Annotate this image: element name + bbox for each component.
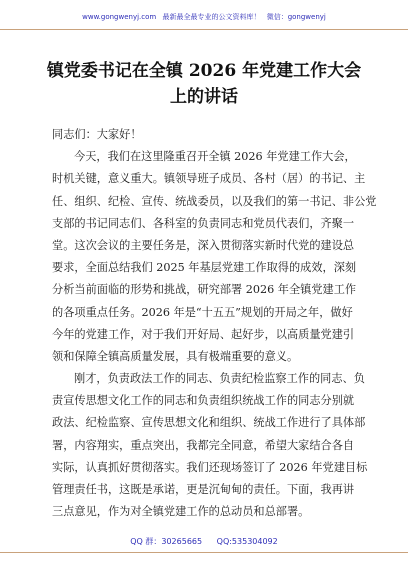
header-divider	[0, 29, 408, 30]
salutation: 同志们：大家好！	[52, 128, 142, 141]
body-line: 刚才，负责政法工作的同志、负责纪检监察工作的同志、负	[74, 372, 365, 386]
body-line: 管理责任书，这既是承诺，更是沉甸甸的责任。下面，我再讲	[52, 483, 355, 496]
footer-qq-number: QQ:535304092	[216, 537, 278, 546]
body-line: 时机关键，意义重大。镇领导班子成员、各村（居）的书记、主	[52, 172, 366, 186]
body-line: 要求，全面总结我们 2025 年基层党建工作取得的成效，深刻	[52, 261, 357, 275]
document-body	[52, 124, 377, 523]
body-line: 分析当前面临的形势和挑战，研究部署 2026 年全镇党建工作	[52, 283, 357, 297]
site-link[interactable]: www.gongwenyj.com	[82, 13, 157, 21]
footer-qq-group: QQ 群：30265665	[130, 537, 203, 546]
document-title	[30, 58, 378, 110]
body-line: 的各项重点任务。2026 年是“十五五”规划的开局之年，做好	[52, 305, 353, 319]
body-line: 责宣传思想文化工作的同志和负责组织统战工作的同志分别就	[52, 394, 355, 408]
title-line-1: 镇党委书记在全镇 2026 年党建工作大会	[46, 61, 362, 81]
body-line: 任、组织、纪检、宣传、统战委员，以及我们的第一书记、非公党	[52, 194, 377, 208]
body-line: 今年的党建工作，对于我们开好局、起好步，以高质量党建引	[52, 327, 355, 341]
body-line: 支部的书记同志们、各科室的负责同志和党员代表们，齐聚一	[52, 216, 355, 230]
body-line: 领和保障全镇高质量发展，具有极端重要的意义。	[52, 349, 299, 363]
footer-divider	[0, 552, 408, 553]
body-line: 三点意见，作为对全镇党建工作的总动员和总部署。	[52, 505, 310, 519]
page-header	[0, 0, 408, 44]
body-line: 今天，我们在这里隆重召开全镇 2026 年党建工作大会，	[74, 150, 356, 164]
header-wechat: 微信：gongwenyj	[266, 13, 326, 21]
title-line-2: 上的讲话	[170, 87, 238, 107]
page-footer	[0, 536, 408, 547]
header-banner	[0, 12, 408, 22]
body-line: 署，内容翔实，重点突出，我都完全同意，希望大家结合各自	[52, 438, 355, 452]
header-slogan: 最新最全最专业的公文资料库！	[162, 13, 261, 21]
body-line: 堂。这次会议的主要任务是，深入贯彻落实新时代党的建设总	[52, 238, 355, 252]
body-line: 实际，认真抓好贯彻落实。我们还现场签订了 2026 年党建目标	[52, 460, 368, 474]
body-line: 政法、纪检监察、宣传思想文化和组织、统战工作进行了具体部	[52, 416, 366, 430]
